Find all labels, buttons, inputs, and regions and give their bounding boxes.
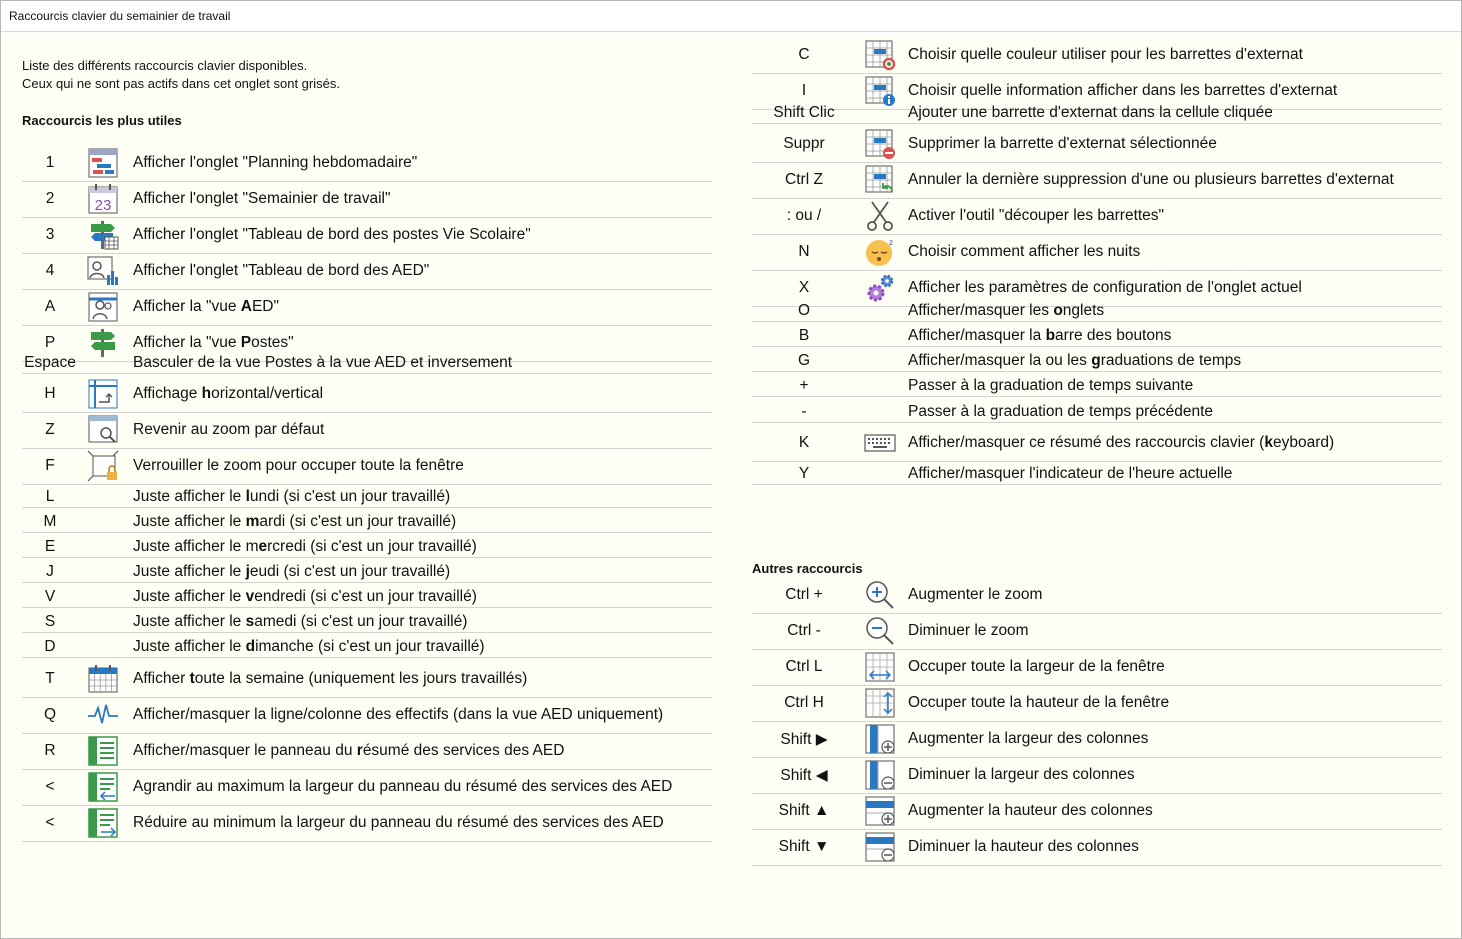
- shortcut-key: Ctrl +: [785, 586, 823, 603]
- shortcut-key: J: [46, 563, 54, 580]
- shortcut-description: Supprimer la barrette d'externat sélectionnée: [908, 135, 1217, 152]
- mnemonic-letter: m: [245, 513, 260, 530]
- shortcut-description: Afficher la "vue AED": [133, 298, 279, 315]
- row-taller-icon: [864, 795, 896, 827]
- rotate-grid-icon: [87, 378, 119, 410]
- shortcut-description: Juste afficher le mardi (si c'est un jour travaillé): [133, 513, 457, 530]
- useful-shortcut-row: [22, 805, 712, 842]
- section-title-others: Autres raccourcis: [752, 561, 863, 576]
- shortcut-key: 4: [45, 262, 55, 279]
- shortcut-description: Afficher les paramètres de configuration de l'onglet actuel: [908, 279, 1302, 296]
- shortcut-key: F: [45, 457, 55, 474]
- people-grid-icon: [87, 291, 119, 323]
- svg-text:z: z: [889, 238, 893, 247]
- other-shortcut-row: [752, 685, 1442, 722]
- shortcut-key: M: [43, 513, 57, 530]
- shortcut-key: : ou /: [786, 207, 822, 224]
- shortcut-key: N: [798, 243, 810, 260]
- shortcut-description: Afficher l'onglet "Tableau de bord des postes Vie Scolaire": [133, 226, 531, 243]
- shortcut-description: Afficher/masquer ce résumé des raccourcis clavier (keyboard): [908, 434, 1335, 451]
- grid-delete-icon: [864, 128, 896, 160]
- useful-shortcut-row: [752, 126, 1442, 163]
- shortcut-key: 2: [45, 190, 55, 207]
- mnemonic-letter: k: [1264, 434, 1273, 451]
- shortcut-description: Juste afficher le mercredi (si c'est un jour travaillé): [133, 538, 477, 555]
- other-shortcut-row: [752, 721, 1442, 758]
- other-shortcut-row: [752, 577, 1442, 614]
- shortcut-description: Réduire au minimum la largeur du panneau du résumé des services des AED: [133, 814, 664, 831]
- shortcut-description: Juste afficher le vendredi (si c'est un jour travaillé): [133, 588, 477, 605]
- useful-shortcut-row: [752, 326, 1442, 347]
- other-shortcut-row: [752, 613, 1442, 650]
- useful-shortcut-row: [22, 145, 712, 182]
- shortcut-description: Agrandir au maximum la largeur du panneau du résumé des services des AED: [133, 778, 673, 795]
- useful-shortcut-row: [22, 353, 712, 374]
- shortcut-key: Suppr: [783, 135, 825, 152]
- useful-shortcut-row: [22, 448, 712, 485]
- shortcut-key: Shift ▼: [778, 838, 830, 855]
- shortcut-description: Choisir quelle information afficher dans les barrettes d'externat: [908, 82, 1338, 99]
- shortcut-description: Afficher/masquer la ligne/colonne des effectifs (dans la vue AED uniquement): [133, 706, 664, 723]
- shortcut-key: P: [44, 334, 56, 351]
- mnemonic-letter: P: [240, 334, 252, 351]
- shortcut-description: Choisir comment afficher les nuits: [908, 243, 1141, 260]
- shortcut-description: Occuper toute la largeur de la fenêtre: [908, 658, 1165, 675]
- week-icon: [87, 663, 119, 695]
- useful-shortcut-row: [22, 412, 712, 449]
- shortcut-key: X: [798, 279, 810, 296]
- useful-shortcut-row: [22, 733, 712, 770]
- shortcut-description: Augmenter la hauteur des colonnes: [908, 802, 1153, 819]
- summary-expand-icon: [87, 771, 119, 803]
- mnemonic-letter: j: [245, 563, 250, 580]
- useful-shortcut-row: [752, 464, 1442, 485]
- svg-text:23: 23: [94, 197, 112, 214]
- shortcut-key: O: [797, 302, 811, 319]
- useful-shortcut-row: [22, 376, 712, 413]
- shortcut-key: C: [798, 46, 810, 63]
- shortcut-description: Basculer de la vue Postes à la vue AED et inversement: [133, 354, 513, 371]
- shortcut-key: R: [44, 742, 56, 759]
- shortcut-key: B: [798, 327, 810, 344]
- shortcut-key: 1: [45, 154, 55, 171]
- mnemonic-letter: t: [189, 670, 195, 687]
- other-shortcut-row: [752, 649, 1442, 686]
- shortcut-description: Activer l'outil "découper les barrettes": [908, 207, 1165, 224]
- shortcut-description: Juste afficher le samedi (si c'est un jour travaillé): [133, 613, 468, 630]
- shortcut-description: Passer à la graduation de temps précédente: [908, 403, 1214, 420]
- intro-line-1: Liste des différents raccourcis clavier disponibles.: [22, 58, 308, 73]
- shortcut-description: Diminuer la largeur des colonnes: [908, 766, 1135, 783]
- other-shortcut-row: [752, 757, 1442, 794]
- grid-color-icon: [864, 39, 896, 71]
- other-shortcut-row: [752, 793, 1442, 830]
- shortcut-description: Afficher l'onglet "Tableau de bord des AED": [133, 262, 430, 279]
- window-title: Raccourcis clavier du semainier de travail: [1, 1, 1461, 32]
- shortcut-description: Afficher l'onglet "Semainier de travail": [133, 190, 391, 207]
- shortcut-description: Afficher la "vue Postes": [133, 334, 294, 351]
- useful-shortcut-row: [752, 234, 1442, 271]
- lock-window-icon: [87, 450, 119, 482]
- shortcut-key: S: [44, 613, 56, 630]
- shortcut-key: G: [797, 352, 811, 369]
- shortcut-description: Juste afficher le dimanche (si c'est un jour travaillé): [133, 638, 485, 655]
- useful-shortcut-row: [752, 103, 1442, 124]
- shortcut-key: Espace: [24, 354, 76, 371]
- shortcut-key: Ctrl L: [785, 658, 823, 675]
- shortcut-key: I: [801, 82, 807, 99]
- useful-shortcut-row: [22, 769, 712, 806]
- shortcut-key: Shift ◀: [780, 766, 828, 784]
- shortcut-key: Shift Clic: [773, 104, 835, 121]
- planning-icon: [87, 147, 119, 179]
- mnemonic-letter: b: [1045, 327, 1056, 344]
- mnemonic-letter: r: [356, 742, 363, 759]
- useful-shortcut-row: [752, 162, 1442, 199]
- shortcut-description: Augmenter la largeur des colonnes: [908, 730, 1149, 747]
- useful-shortcut-row: [752, 37, 1442, 74]
- mnemonic-letter: v: [245, 588, 255, 605]
- shortcut-key: Shift ▲: [778, 802, 830, 819]
- scissors-icon: [864, 200, 896, 232]
- content-area: [1, 33, 1461, 938]
- shortcut-key: <: [45, 778, 55, 795]
- shortcut-key: -: [801, 403, 807, 420]
- mnemonic-letter: d: [245, 638, 256, 655]
- useful-shortcut-row: [22, 661, 712, 698]
- row-shorter-icon: [864, 831, 896, 863]
- useful-shortcut-row: [752, 351, 1442, 372]
- useful-shortcut-row: [22, 217, 712, 254]
- useful-shortcut-row: [752, 198, 1442, 235]
- calendar-icon: [87, 183, 119, 215]
- useful-shortcut-row: [752, 425, 1442, 462]
- mnemonic-letter: e: [258, 538, 268, 555]
- mnemonic-letter: s: [245, 613, 255, 630]
- intro-text: [22, 57, 340, 93]
- people-chart-icon: [87, 255, 119, 287]
- shortcut-description: Diminuer le zoom: [908, 622, 1029, 639]
- shortcut-key: K: [798, 434, 810, 451]
- useful-shortcut-row: [752, 301, 1442, 322]
- useful-shortcut-row: [22, 587, 712, 608]
- mnemonic-letter: o: [1053, 302, 1063, 319]
- shortcut-key: D: [44, 638, 56, 655]
- keyboard-icon: [864, 427, 896, 459]
- zoom-window-icon: [87, 414, 119, 446]
- shortcut-key: T: [45, 670, 55, 687]
- useful-shortcut-row: [22, 253, 712, 290]
- summary-panel-icon: [87, 735, 119, 767]
- shortcut-key: Shift ▶: [780, 730, 828, 748]
- shortcut-description: Verrouiller le zoom pour occuper toute la fenêtre: [133, 457, 464, 474]
- shortcut-description: Choisir quelle couleur utiliser pour les barrettes d'externat: [908, 46, 1303, 63]
- shortcut-description: Afficher toute la semaine (uniquement les jours travaillés): [133, 670, 528, 687]
- shortcut-description: Affichage horizontal/vertical: [133, 385, 324, 402]
- signpost-table-icon: [87, 219, 119, 251]
- shortcut-key: E: [44, 538, 56, 555]
- shortcut-description: Annuler la dernière suppression d'une ou plusieurs barrettes d'externat: [908, 171, 1394, 188]
- useful-shortcut-row: [22, 181, 712, 218]
- shortcut-key: +: [799, 377, 809, 394]
- shortcut-key: L: [45, 488, 55, 505]
- gears-icon: [864, 272, 896, 304]
- intro-line-2: Ceux qui ne sont pas actifs dans cet onglet sont grisés.: [22, 76, 340, 91]
- mnemonic-letter: A: [240, 298, 252, 315]
- shortcut-description: Juste afficher le lundi (si c'est un jour travaillé): [133, 488, 451, 505]
- column-wider-icon: [864, 723, 896, 755]
- shortcut-description: Afficher/masquer le panneau du résumé des services des AED: [133, 742, 565, 759]
- useful-shortcut-row: [752, 376, 1442, 397]
- shortcut-key: Ctrl H: [784, 694, 824, 711]
- useful-shortcut-row: [22, 562, 712, 583]
- shortcut-description: Occuper toute la hauteur de la fenêtre: [908, 694, 1170, 711]
- grid-undo-icon: [864, 164, 896, 196]
- useful-shortcut-row: [22, 512, 712, 533]
- column-narrower-icon: [864, 759, 896, 791]
- pulse-icon: [87, 699, 119, 731]
- shortcut-description: Passer à la graduation de temps suivante: [908, 377, 1194, 394]
- shortcut-description: Afficher l'onglet "Planning hebdomadaire": [133, 154, 418, 171]
- useful-shortcut-row: [22, 487, 712, 508]
- shortcut-description: Juste afficher le jeudi (si c'est un jour travaillé): [133, 563, 451, 580]
- shortcut-description: Revenir au zoom par défaut: [133, 421, 325, 438]
- useful-shortcut-row: [22, 289, 712, 326]
- section-title-useful: Raccourcis les plus utiles: [22, 113, 182, 128]
- useful-shortcut-row: [752, 402, 1442, 423]
- mnemonic-letter: g: [1091, 352, 1101, 369]
- other-shortcut-row: [752, 829, 1442, 866]
- shortcut-description: Ajouter une barrette d'externat dans la cellule cliquée: [908, 104, 1273, 121]
- shortcut-description: Diminuer la hauteur des colonnes: [908, 838, 1139, 855]
- fit-height-icon: [864, 687, 896, 719]
- shortcut-description: Afficher/masquer les onglets: [908, 302, 1105, 319]
- sleepy-face-icon: [864, 236, 896, 268]
- shortcut-description: Afficher/masquer la ou les graduations de temps: [908, 352, 1242, 369]
- shortcut-key: H: [44, 385, 56, 402]
- shortcut-key: A: [44, 298, 56, 315]
- useful-shortcut-row: [22, 637, 712, 658]
- shortcut-key: Y: [798, 465, 810, 482]
- zoom-in-icon: [864, 579, 896, 611]
- summary-shrink-icon: [87, 807, 119, 839]
- useful-shortcut-row: [22, 537, 712, 558]
- shortcut-key: <: [45, 814, 55, 831]
- mnemonic-letter: l: [245, 488, 250, 505]
- shortcut-key: Q: [43, 706, 57, 723]
- useful-shortcut-row: [22, 697, 712, 734]
- shortcut-key: Z: [45, 421, 55, 438]
- zoom-out-icon: [864, 615, 896, 647]
- shortcut-key: V: [44, 588, 56, 605]
- shortcut-key: Ctrl -: [787, 622, 821, 639]
- mnemonic-letter: h: [201, 385, 212, 402]
- fit-width-icon: [864, 651, 896, 683]
- useful-shortcut-row: [22, 612, 712, 633]
- shortcut-description: Afficher/masquer la barre des boutons: [908, 327, 1172, 344]
- shortcut-description: Augmenter le zoom: [908, 586, 1043, 603]
- shortcut-key: 3: [45, 226, 55, 243]
- shortcut-description: Afficher/masquer l'indicateur de l'heure actuelle: [908, 465, 1233, 482]
- shortcut-key: Ctrl Z: [785, 171, 823, 188]
